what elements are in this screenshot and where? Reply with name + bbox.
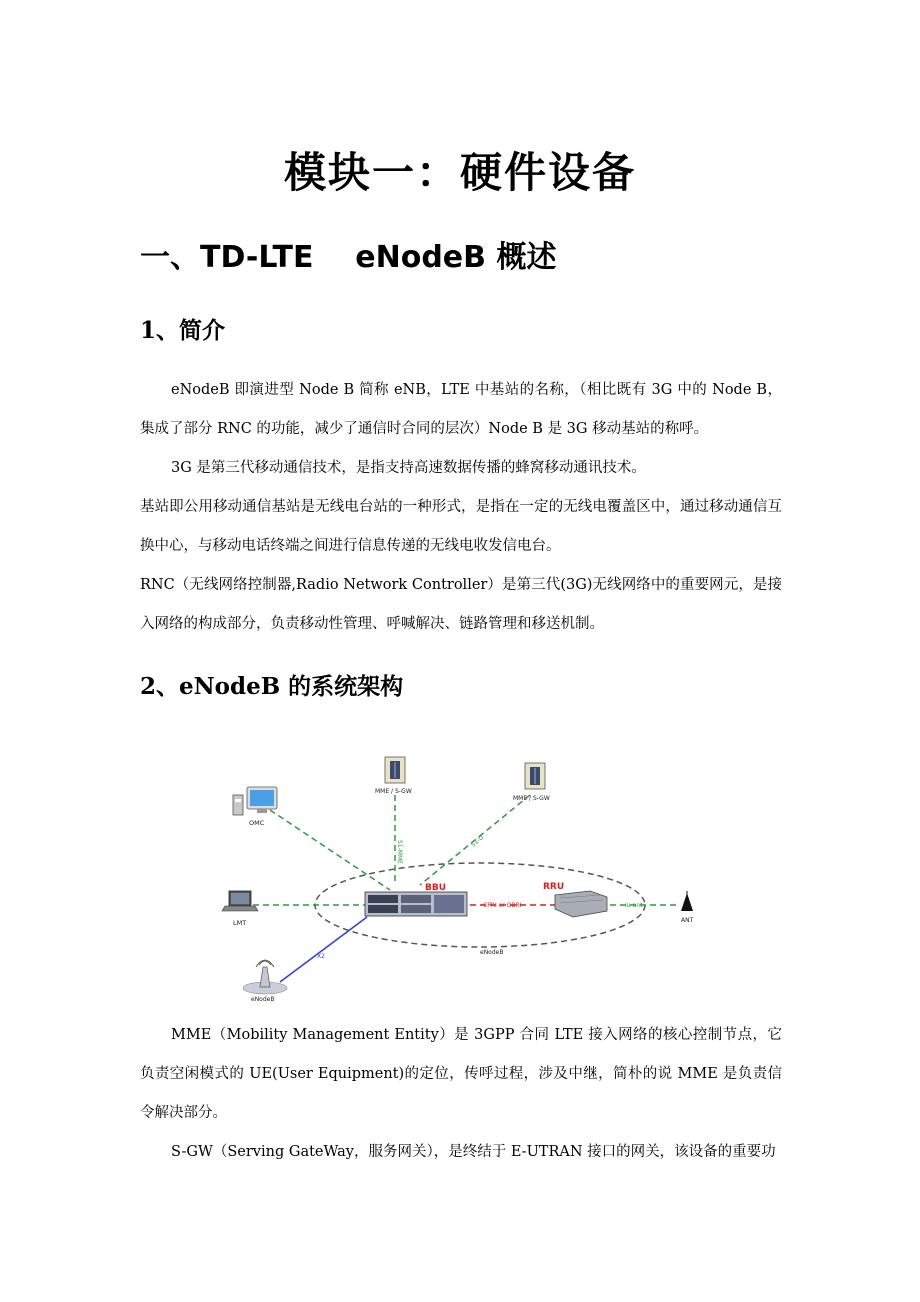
enodeb-architecture-diagram	[215, 745, 715, 1010]
rru-unit-icon	[555, 891, 607, 917]
paragraph-rnc: RNC（无线网络控制器,Radio Network Controller）是第三代(3G)无线网络中的重要网元，是接入网络的构成部分，负责移动性管理、呼喊解决、链路管理和移送机制。	[140, 577, 782, 632]
bbu-unit-icon	[365, 892, 467, 916]
antenna-icon	[681, 891, 693, 911]
label-mme-sgw-2: MME / S-GW	[513, 795, 550, 802]
section-heading-overview: 一、TD-LTE eNodeB 概述	[140, 240, 557, 275]
label-s1-u: S1-U	[469, 834, 486, 849]
page-title: 模块一：硬件设备	[283, 148, 636, 197]
lmt-laptop-icon	[222, 891, 258, 911]
mme-sgw-server-icon-1	[385, 757, 405, 783]
label-x2: X2	[317, 953, 325, 960]
paragraph-3g: 3G 是第三代移动通信技术，是指支持高速数据传播的蜂窝移动通讯技术。	[171, 460, 646, 476]
label-enodeb-group: eNodeB	[480, 949, 504, 956]
label-s1-mme: S1-MME	[396, 840, 403, 864]
paragraph-base-station: 基站即公用移动通信基站是无线电台站的一种形式，是指在一定的无线电覆盖区中，通过移动通信互换中心，与移动电话终端之间进行信息传递的无线电收发信电台。	[140, 499, 782, 554]
label-ant: ANT	[681, 917, 694, 924]
label-mme-sgw-1: MME / S-GW	[375, 788, 412, 795]
mme-sgw-server-icon-2	[525, 763, 545, 789]
paragraph-enodeb: eNodeB 即演进型 Node B 简称 eNB，LTE 中基站的名称，（相比既有 3G 中的 Node B，集成了部分 RNC 的功能，减少了通信时合同的层次）Node B 是 3G 移动基站的称呼。	[140, 382, 782, 437]
subsection-heading-intro: 1、简介	[140, 317, 226, 344]
peer-enodeb-tower-icon	[243, 960, 287, 994]
label-bbu: BBU	[425, 883, 447, 893]
label-enodeb-peer: eNodeB	[251, 996, 275, 1003]
label-omc: OMC	[249, 819, 265, 827]
label-lmt: LMT	[233, 919, 247, 927]
label-iu-ant: Iu-ant	[625, 902, 643, 909]
paragraph-sgw: S-GW（Serving GateWay，服务网关），是终结于 E-UTRAN 接口的网关，该设备的重要功	[171, 1144, 776, 1160]
link-omc-bbu	[270, 810, 390, 890]
label-rru: RRU	[543, 882, 565, 892]
label-cpri: CPRI or OBRI	[483, 902, 522, 909]
paragraph-mme: MME（Mobility Management Entity）是 3GPP 合同 LTE 接入网络的核心控制节点，它负责空闲模式的 UE(User Equipment)的定位，传呼过程，涉及中继，简朴的说 MME 是负责信令解决部分。	[140, 1027, 782, 1121]
link-x2	[280, 917, 367, 982]
subsection-heading-architecture: 2、eNodeB 的系统架构	[140, 673, 404, 700]
